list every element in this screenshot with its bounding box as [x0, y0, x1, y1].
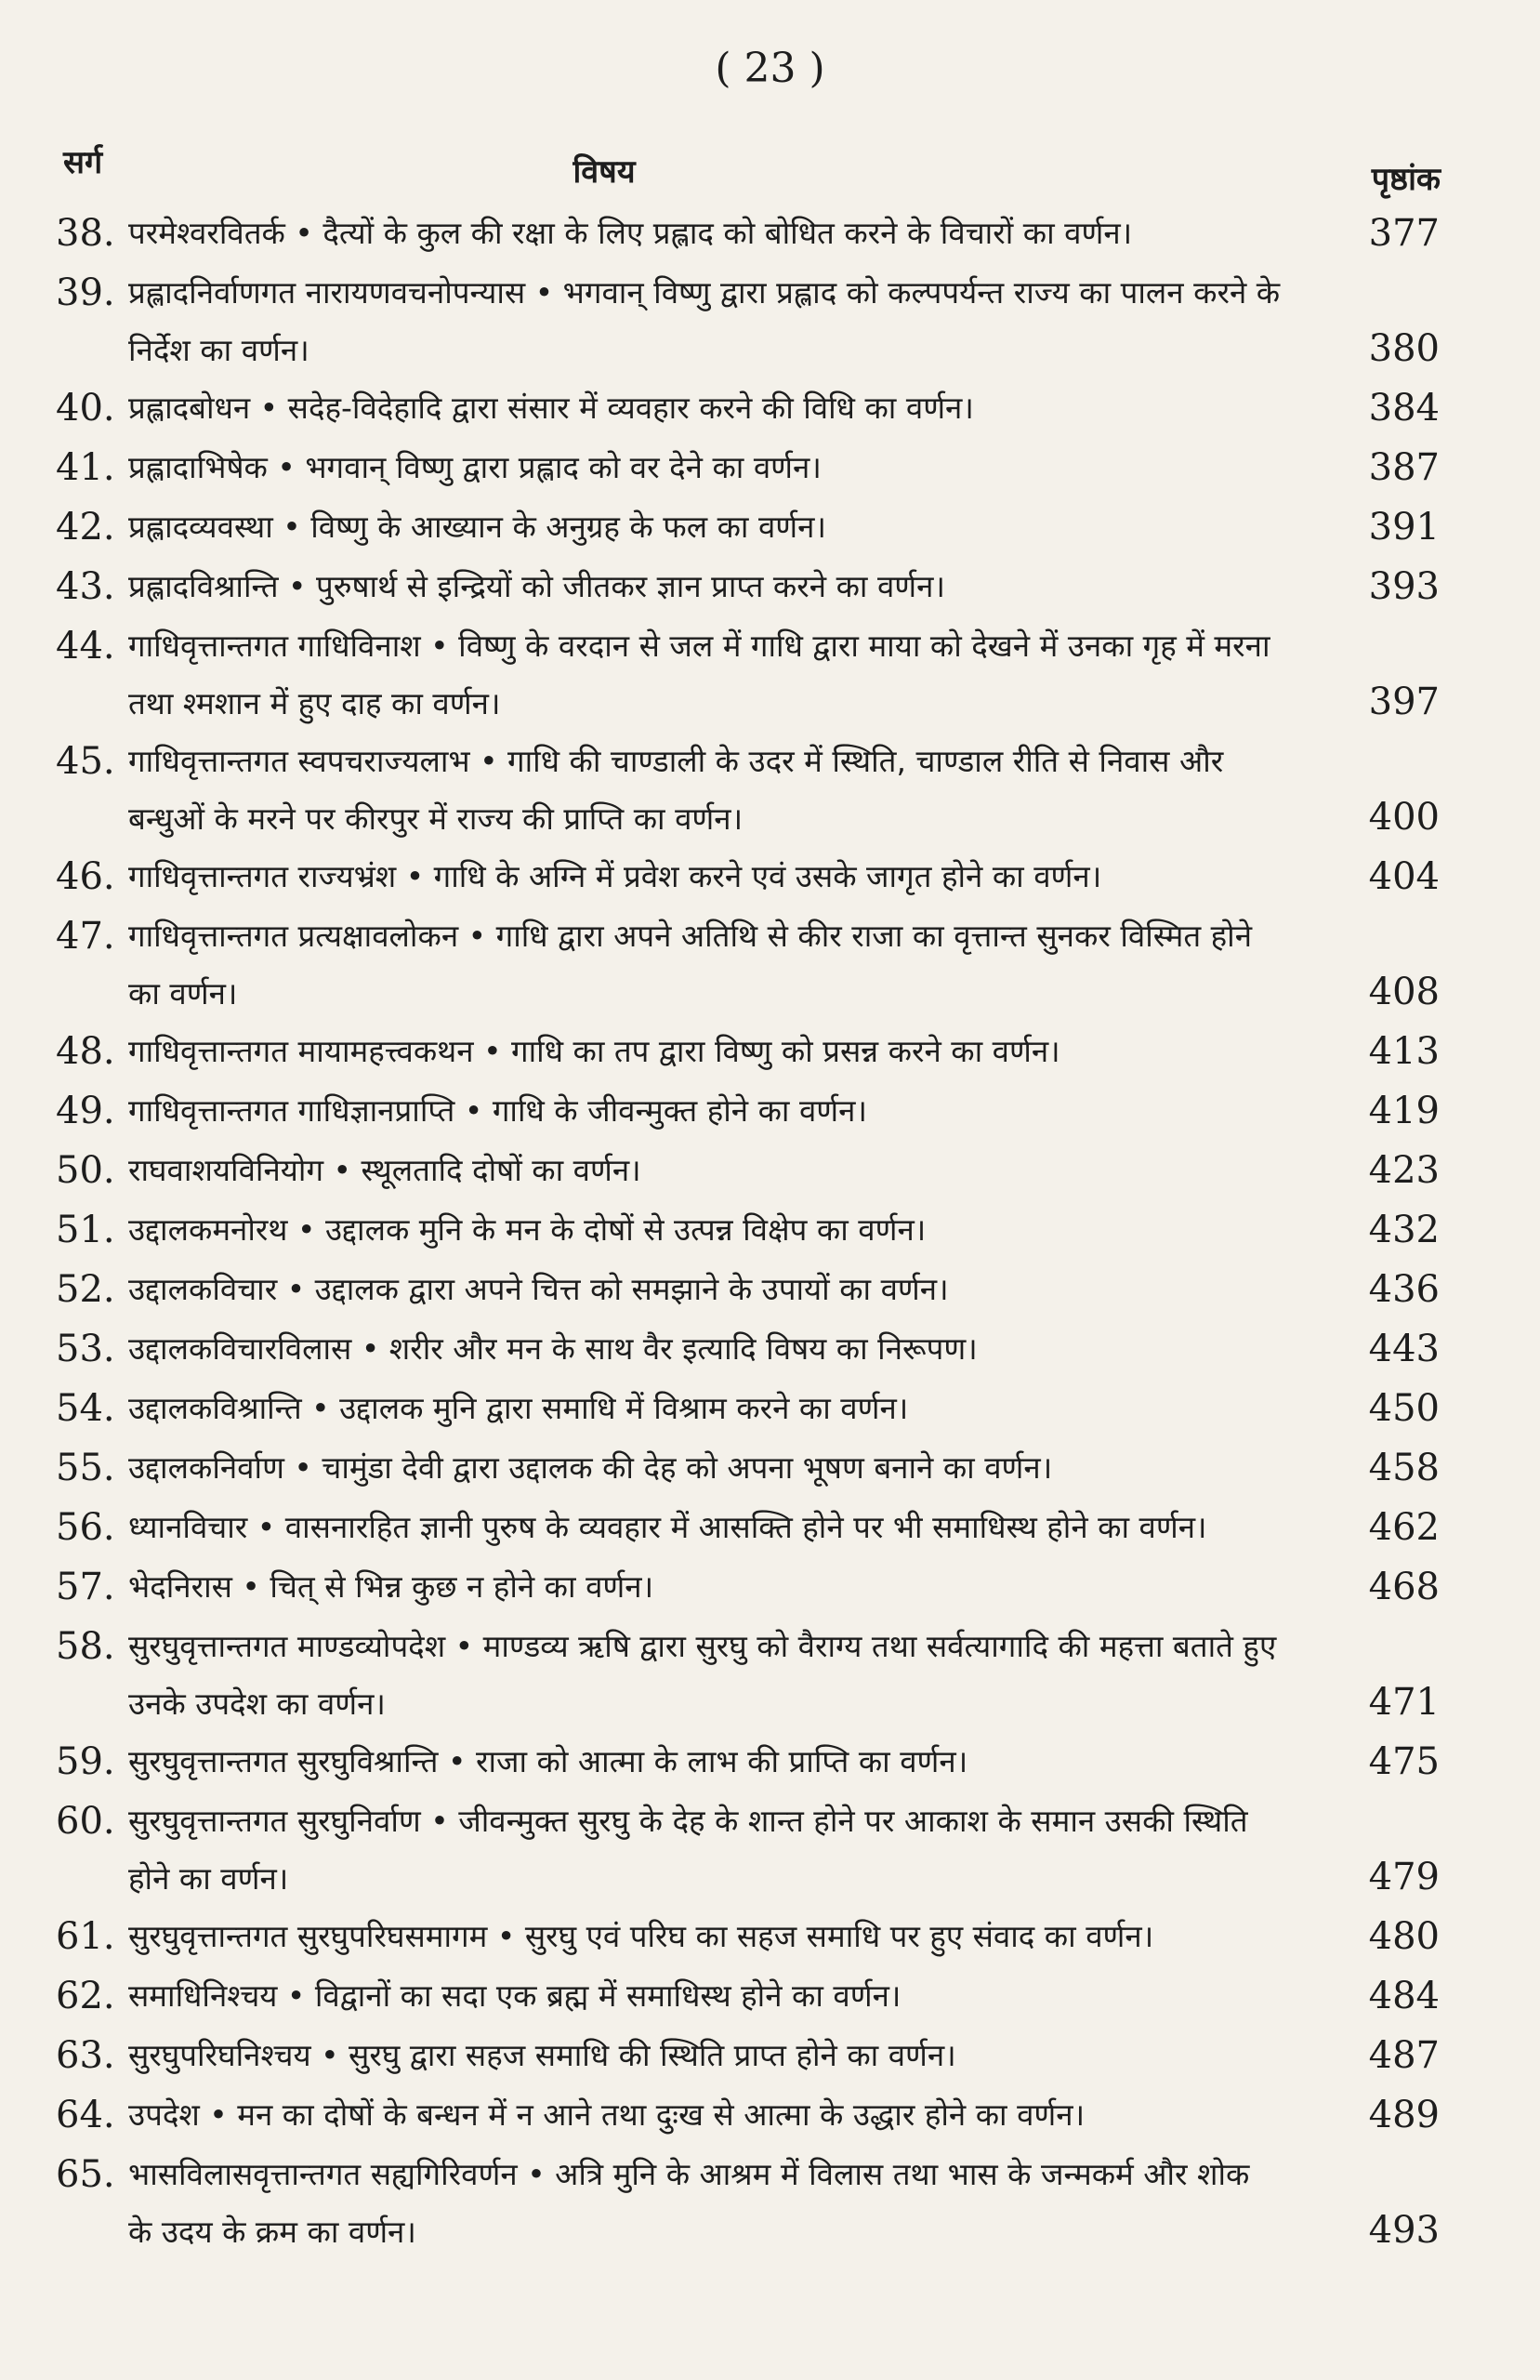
chapter-title: गाधिवृत्तान्तगत गाधिविनाश — [128, 628, 421, 664]
chapter-number: 38. — [56, 212, 115, 255]
chapter-description — [128, 2027, 1281, 2084]
toc-entry — [0, 1967, 1540, 2027]
chapter-summary: गाधि द्वारा अपने अतिथि से कीर राजा का वृत्तान्त सुनकर विस्मित होने का वर्णन। — [128, 918, 1253, 1012]
bullet-separator: • — [458, 918, 496, 954]
toc-entry — [0, 439, 1540, 498]
page-reference: 397 — [1368, 681, 1440, 723]
page-reference: 443 — [1368, 1328, 1440, 1370]
bullet-separator: • — [287, 1211, 325, 1248]
chapter-title: सुरघुवृत्तान्तगत सुरघुविश्रान्ति — [128, 1743, 439, 1779]
chapter-description — [128, 1967, 1281, 2025]
chapter-description — [128, 733, 1281, 848]
bullet-separator: • — [469, 743, 508, 779]
chapter-number: 44. — [56, 625, 115, 668]
chapter-number: 64. — [56, 2094, 115, 2136]
chapter-title: प्रह्लादविश्रान्ति — [128, 568, 279, 604]
chapter-title: सुरघुपरिघनिश्चय — [128, 2037, 311, 2073]
page-reference: 423 — [1368, 1149, 1440, 1192]
bullet-separator: • — [277, 1977, 315, 2014]
chapter-number: 43. — [56, 565, 115, 608]
chapter-description — [128, 1733, 1281, 1791]
toc-entry — [0, 733, 1540, 848]
bullet-separator: • — [420, 628, 459, 664]
page-reference: 400 — [1368, 796, 1440, 839]
chapter-title: गाधिवृत्तान्तगत मायामहत्त्वकथन — [128, 1033, 474, 1069]
chapter-title: सुरघुवृत्तान्तगत माण्डव्योपदेश — [128, 1628, 446, 1664]
bullet-separator: • — [396, 858, 434, 894]
chapter-summary: भगवान् विष्णु द्वारा प्रह्लाद को कल्पपर्यन्त राज्य का पालन करने के निर्देश का वर्णन। — [128, 274, 1281, 368]
chapter-summary: माण्डव्य ऋषि द्वारा सुरघु को वैराग्य तथा सर्वत्यागादि की महत्ता बताते हुए उनके उपदेश का वर्णन। — [128, 1628, 1277, 1722]
toc-entry — [0, 1082, 1540, 1142]
bullet-separator: • — [323, 1152, 362, 1188]
bullet-separator: • — [517, 2156, 556, 2192]
chapter-number: 56. — [56, 1506, 115, 1549]
chapter-title: भेदनिरास — [128, 1568, 232, 1605]
chapter-summary: उद्दालक द्वारा अपने चित्त को समझाने के उपायों का वर्णन। — [314, 1271, 949, 1307]
chapter-description — [128, 205, 1281, 262]
chapter-summary: सदेह-विदेहादि द्वारा संसार में व्यवहार करने की विधि का वर्णन। — [287, 390, 974, 426]
toc-entry — [0, 1733, 1540, 1792]
table-header — [0, 139, 1540, 198]
chapter-summary: गाधि के जीवन्मुक्त होने का वर्णन। — [492, 1092, 867, 1129]
toc-entry — [0, 498, 1540, 558]
bullet-separator: • — [278, 568, 316, 604]
chapter-number: 42. — [56, 506, 115, 549]
toc-entry — [0, 1320, 1540, 1380]
page-reference: 480 — [1368, 1915, 1440, 1958]
page-reference: 471 — [1368, 1681, 1440, 1724]
chapter-summary: सुरघु द्वारा सहज समाधि की स्थिति प्राप्त होने का वर्णन। — [349, 2037, 956, 2073]
bullet-separator: • — [283, 1449, 322, 1486]
chapter-summary: गाधि का तप द्वारा विष्णु को प्रसन्न करने का वर्णन। — [511, 1033, 1060, 1069]
bullet-separator: • — [445, 1628, 483, 1664]
chapter-summary: पुरुषार्थ से इन्द्रियों को जीतकर ज्ञान प्राप्त करने का वर्णन। — [315, 568, 945, 604]
toc-entry — [0, 848, 1540, 907]
chapter-description — [128, 1082, 1281, 1140]
toc-entry — [0, 264, 1540, 379]
chapter-number: 48. — [56, 1030, 115, 1073]
bullet-separator: • — [310, 2037, 349, 2073]
chapter-number: 47. — [56, 915, 115, 958]
bullet-separator: • — [247, 1509, 285, 1545]
bullet-separator: • — [525, 274, 563, 311]
toc-entry — [0, 1908, 1540, 1967]
chapter-number: 61. — [56, 1915, 115, 1958]
bullet-separator: • — [284, 215, 323, 251]
chapter-description — [128, 1439, 1281, 1497]
chapter-title: गाधिवृत्तान्तगत प्रत्यक्षावलोकन — [128, 918, 459, 954]
chapter-description — [128, 1618, 1281, 1733]
page-reference: 484 — [1368, 1975, 1440, 2017]
chapter-summary: मन का दोषों के बन्धन में न आने तथा दुःख से आत्मा के उद्धार होने का वर्णन। — [237, 2096, 1086, 2133]
bullet-separator: • — [301, 1390, 340, 1426]
chapter-title: गाधिवृत्तान्तगत राज्यभ्रंश — [128, 858, 397, 894]
toc-entry — [0, 617, 1540, 733]
chapter-description — [128, 439, 1281, 496]
chapter-number: 58. — [56, 1625, 115, 1668]
page-reference: 393 — [1368, 565, 1440, 608]
chapter-description — [128, 1142, 1281, 1199]
toc-entry — [0, 1023, 1540, 1082]
page-reference: 462 — [1368, 1506, 1440, 1549]
chapter-summary: विष्णु के वरदान से जल में गाधि द्वारा माया को देखने में उनका गृह में मरना तथा श्मशान में हुए दाह का वर्णन। — [128, 628, 1270, 721]
page-reference: 408 — [1368, 971, 1440, 1013]
column-header-chapter: सर्ग — [63, 144, 103, 181]
chapter-summary: गाधि के अग्नि में प्रवेश करने एवं उसके जागृत होने का वर्णन। — [433, 858, 1102, 894]
chapter-description — [128, 498, 1281, 556]
bullet-separator: • — [250, 390, 288, 426]
page-reference: 384 — [1368, 387, 1440, 430]
page-reference: 475 — [1368, 1740, 1440, 1783]
bullet-separator: • — [454, 1092, 493, 1129]
chapter-description — [128, 558, 1281, 615]
chapter-number: 40. — [56, 387, 115, 430]
chapter-description — [128, 1792, 1281, 1908]
page-reference: 380 — [1368, 327, 1440, 370]
page-reference: 450 — [1368, 1387, 1440, 1430]
chapter-title: ध्यानविचार — [128, 1509, 248, 1545]
toc-entry — [0, 1142, 1540, 1201]
toc-entry — [0, 907, 1540, 1023]
toc-entry — [0, 1439, 1540, 1499]
page-reference: 458 — [1368, 1447, 1440, 1489]
page-reference: 479 — [1368, 1856, 1440, 1898]
page-number: ( 23 ) — [715, 45, 825, 92]
bullet-separator: • — [277, 1271, 315, 1307]
chapter-title: उद्दालकविश्रान्ति — [128, 1390, 302, 1426]
chapter-title: गाधिवृत्तान्तगत स्वपचराज्यलाभ — [128, 743, 470, 779]
chapter-description — [128, 1320, 1281, 1378]
chapter-description — [128, 1499, 1281, 1556]
page-reference: 377 — [1368, 212, 1440, 255]
bullet-separator: • — [267, 449, 306, 485]
chapter-summary: विष्णु के आख्यान के अनुग्रह के फल का वर्णन। — [310, 509, 826, 545]
chapter-summary: भगवान् विष्णु द्वारा प्रह्लाद को वर देने का वर्णन। — [305, 449, 822, 485]
page-reference: 436 — [1368, 1268, 1440, 1311]
chapter-description — [128, 1908, 1281, 1965]
chapter-title: गाधिवृत्तान्तगत गाधिज्ञानप्राप्ति — [128, 1092, 455, 1129]
chapter-number: 39. — [56, 271, 115, 314]
toc-entry — [0, 1558, 1540, 1618]
chapter-summary: सुरघु एवं परिघ का सहज समाधि पर हुए संवाद का वर्णन। — [524, 1918, 1154, 1954]
chapter-description — [128, 2146, 1281, 2261]
chapter-title: प्रह्लादनिर्वाणगत नारायणवचनोपन्यास — [128, 274, 526, 311]
toc-entry — [0, 1792, 1540, 1908]
chapter-number: 59. — [56, 1740, 115, 1783]
chapter-number: 53. — [56, 1328, 115, 1370]
toc-entry — [0, 1201, 1540, 1261]
chapter-number: 52. — [56, 1268, 115, 1311]
page-reference: 493 — [1368, 2209, 1440, 2252]
bullet-separator: • — [199, 2096, 238, 2133]
toc-entry — [0, 2027, 1540, 2086]
chapter-summary: दैत्यों के कुल की रक्षा के लिए प्रह्लाद को बोधित करने के विचारों का वर्णन। — [322, 215, 1133, 251]
chapter-title: उद्दालकविचारविलास — [128, 1330, 352, 1367]
page-reference: 413 — [1368, 1030, 1440, 1073]
chapter-summary: स्थूलतादि दोषों का वर्णन। — [361, 1152, 641, 1188]
bullet-separator: • — [438, 1743, 476, 1779]
chapter-summary: अत्रि मुनि के आश्रम में विलास तथा भास के जन्मकर्म और शोक के उदय के क्रम का वर्णन। — [128, 2156, 1250, 2250]
chapter-title: सुरघुवृत्तान्तगत सुरघुपरिघसमागम — [128, 1918, 488, 1954]
toc-entry — [0, 1261, 1540, 1320]
chapter-summary: विद्वानों का सदा एक ब्रह्म में समाधिस्थ होने का वर्णन। — [314, 1977, 902, 2014]
chapter-number: 50. — [56, 1149, 115, 1192]
page-reference: 419 — [1368, 1090, 1440, 1132]
chapter-title: परमेश्वरवितर्क — [128, 215, 285, 251]
chapter-description — [128, 907, 1281, 1023]
page-reference: 468 — [1368, 1566, 1440, 1608]
chapter-description — [128, 264, 1281, 379]
chapter-description — [128, 379, 1281, 437]
bullet-separator: • — [272, 509, 311, 545]
toc-entry — [0, 2086, 1540, 2146]
page-reference: 391 — [1368, 506, 1440, 549]
page-reference: 404 — [1368, 855, 1440, 898]
chapter-description — [128, 1023, 1281, 1080]
chapter-summary: गाधि की चाण्डाली के उदर में स्थिति, चाण्डाल रीति से निवास और बन्धुओं के मरने पर कीरपुर में राज्य की प्राप्ति का वर्णन। — [128, 743, 1224, 837]
bullet-separator: • — [487, 1918, 525, 1954]
chapter-number: 57. — [56, 1566, 115, 1608]
chapter-title: प्रह्लादाभिषेक — [128, 449, 268, 485]
chapter-title: प्रह्लादव्यवस्था — [128, 509, 273, 545]
chapter-description — [128, 1201, 1281, 1259]
chapter-description — [128, 617, 1281, 733]
page-reference: 489 — [1368, 2094, 1440, 2136]
chapter-number: 55. — [56, 1447, 115, 1489]
chapter-number: 62. — [56, 1975, 115, 2017]
chapter-title: समाधिनिश्चय — [128, 1977, 278, 2014]
chapter-summary: चामुंडा देवी द्वारा उद्दालक की देह को अपना भूषण बनाने का वर्णन। — [322, 1449, 1053, 1486]
toc-entry — [0, 1380, 1540, 1439]
table-of-contents — [0, 205, 1540, 2261]
chapter-description — [128, 1380, 1281, 1437]
page-reference: 432 — [1368, 1209, 1440, 1251]
toc-entry — [0, 379, 1540, 439]
bullet-separator: • — [473, 1033, 512, 1069]
chapter-summary: उद्दालक मुनि के मन के दोषों से उत्पन्न विक्षेप का वर्णन। — [324, 1211, 927, 1248]
chapter-description — [128, 1261, 1281, 1318]
chapter-title: प्रह्लादबोधन — [128, 390, 251, 426]
column-header-page: पृष्ठांक — [1371, 161, 1441, 198]
chapter-title: उपदेश — [128, 2096, 200, 2133]
bullet-separator: • — [231, 1568, 270, 1605]
toc-entry — [0, 558, 1540, 617]
page-reference: 487 — [1368, 2034, 1440, 2077]
chapter-number: 63. — [56, 2034, 115, 2077]
chapter-description — [128, 1558, 1281, 1616]
chapter-title: भासविलासवृत्तान्तगत सह्यगिरिवर्णन — [128, 2156, 518, 2192]
chapter-title: उद्दालकमनोरथ — [128, 1211, 288, 1248]
chapter-title: राघवाशयविनियोग — [128, 1152, 324, 1188]
bullet-separator: • — [351, 1330, 389, 1367]
chapter-summary: राजा को आत्मा के लाभ की प्राप्ति का वर्णन। — [475, 1743, 968, 1779]
chapter-title: उद्दालकनिर्वाण — [128, 1449, 284, 1486]
chapter-title: सुरघुवृत्तान्तगत सुरघुनिर्वाण — [128, 1803, 421, 1839]
chapter-title: उद्दालकविचार — [128, 1271, 278, 1307]
chapter-number: 49. — [56, 1090, 115, 1132]
chapter-number: 60. — [56, 1800, 115, 1843]
column-header-subject: विषय — [573, 153, 636, 191]
chapter-description — [128, 848, 1281, 906]
toc-entry — [0, 2146, 1540, 2261]
toc-entry — [0, 205, 1540, 264]
chapter-summary: शरीर और मन के साथ वैर इत्यादि विषय का निरूपण। — [388, 1330, 978, 1367]
toc-entry — [0, 1618, 1540, 1733]
chapter-summary: वासनारहित ज्ञानी पुरुष के व्यवहार में आसक्ति होने पर भी समाधिस्थ होने का वर्णन। — [284, 1509, 1207, 1545]
chapter-number: 41. — [56, 446, 115, 489]
chapter-summary: जीवन्मुक्त सुरघु के देह के शान्त होने पर आकाश के समान उसकी स्थिति होने का वर्णन। — [128, 1803, 1248, 1897]
bullet-separator: • — [420, 1803, 459, 1839]
chapter-summary: चित् से भिन्न कुछ न होने का वर्णन। — [270, 1568, 654, 1605]
chapter-number: 65. — [56, 2153, 115, 2196]
page-reference: 387 — [1368, 446, 1440, 489]
chapter-number: 51. — [56, 1209, 115, 1251]
chapter-number: 46. — [56, 855, 115, 898]
chapter-number: 45. — [56, 740, 115, 783]
chapter-description — [128, 2086, 1281, 2144]
toc-entry — [0, 1499, 1540, 1558]
chapter-summary: उद्दालक मुनि द्वारा समाधि में विश्राम करने का वर्णन। — [339, 1390, 909, 1426]
chapter-number: 54. — [56, 1387, 115, 1430]
